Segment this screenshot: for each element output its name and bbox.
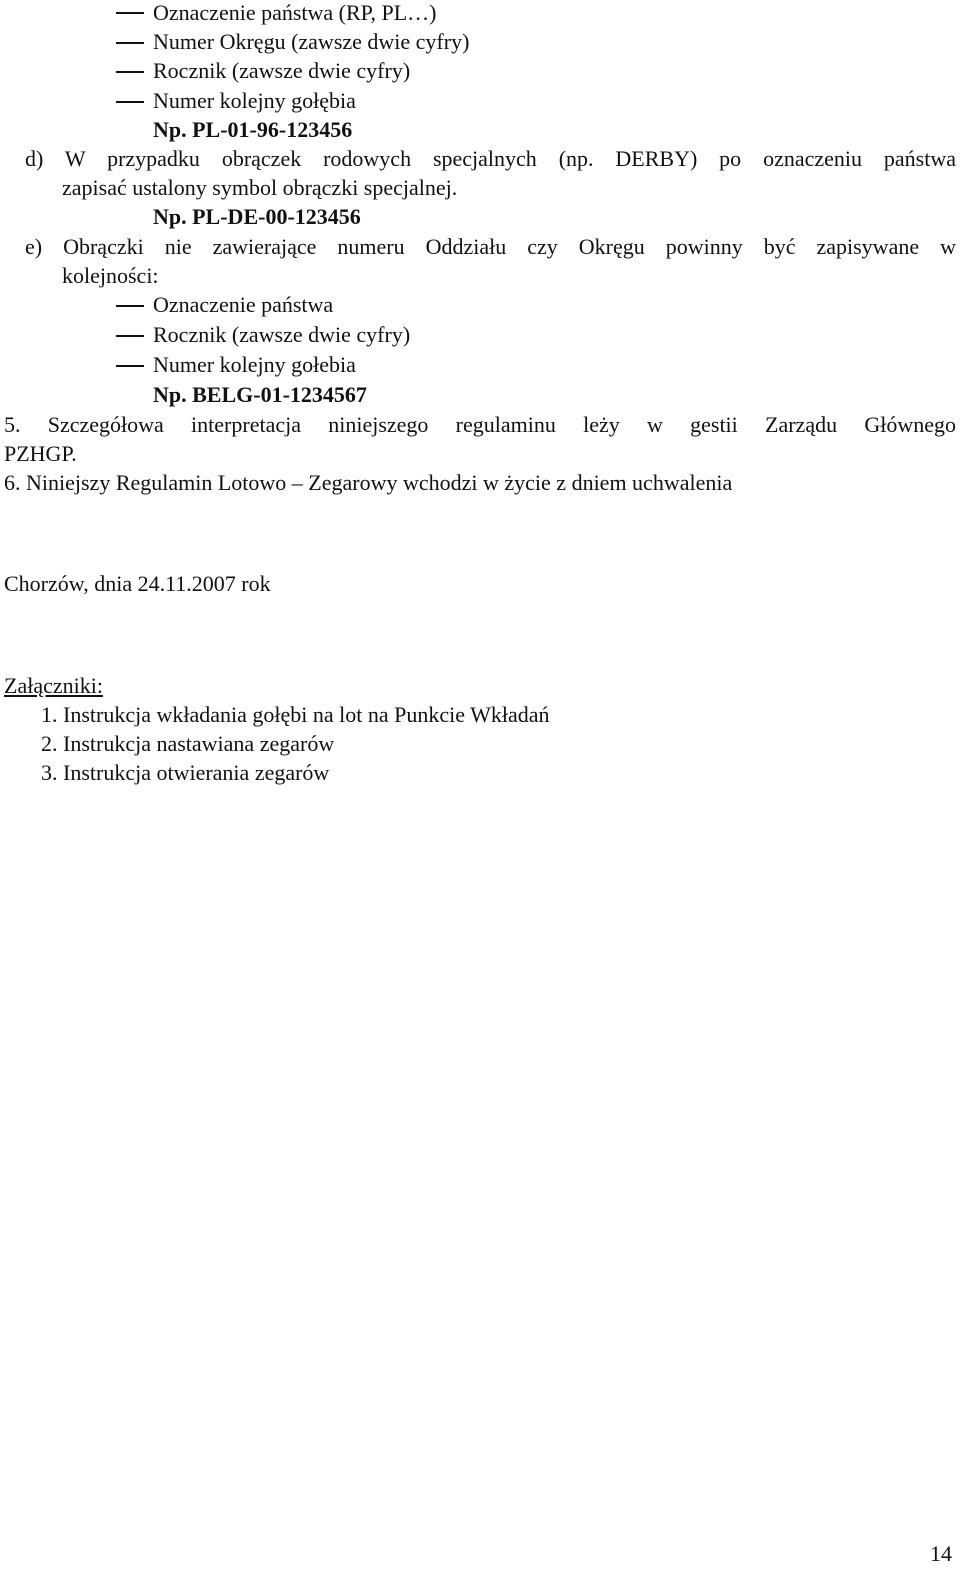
list-item: Rocznik (zawsze dwie cyfry) bbox=[153, 58, 411, 83]
paragraph-e-line2: kolejności: bbox=[62, 263, 159, 288]
dash-bullet bbox=[116, 335, 144, 337]
attachment-item: 3. Instrukcja otwierania zegarów bbox=[41, 760, 330, 785]
page-number: 14 bbox=[930, 1541, 952, 1566]
dash-bullet bbox=[116, 101, 144, 103]
dash-bullet bbox=[116, 365, 144, 367]
paragraph-d-line1: d) W przypadku obrączek rodowych specjalnych (np. DERBY) po oznaczeniu państwa bbox=[25, 146, 956, 171]
list-item: Numer Okręgu (zawsze dwie cyfry) bbox=[153, 29, 470, 54]
list-item: Numer kolejny gołębia bbox=[153, 88, 356, 113]
example-code: Np. PL-01-96-123456 bbox=[153, 117, 353, 142]
list-item: Numer kolejny gołebia bbox=[153, 352, 356, 377]
paragraph-6: 6. Niniejszy Regulamin Lotowo – Zegarowy wchodzi w życie z dniem uchwalenia bbox=[4, 470, 733, 495]
list-item: Rocznik (zawsze dwie cyfry) bbox=[153, 322, 411, 347]
paragraph-e-line1: e) Obrączki nie zawierające numeru Oddziału czy Okręgu powinny być zapisywane w bbox=[25, 234, 956, 259]
paragraph-d-line2: zapisać ustalony symbol obrączki specjalnej. bbox=[62, 175, 458, 200]
paragraph-5-line2: PZHGP. bbox=[4, 441, 77, 466]
list-item: Oznaczenie państwa bbox=[153, 292, 334, 317]
example-code: Np. BELG-01-1234567 bbox=[153, 382, 367, 407]
place-date: Chorzów, dnia 24.11.2007 rok bbox=[4, 571, 271, 596]
dash-bullet bbox=[116, 71, 144, 73]
attachments-heading: Załączniki: bbox=[4, 673, 103, 698]
dash-bullet bbox=[116, 305, 144, 307]
attachment-item: 2. Instrukcja nastawiana zegarów bbox=[41, 731, 335, 756]
attachment-item: 1. Instrukcja wkładania gołębi na lot na Punkcie Wkładań bbox=[41, 702, 550, 727]
list-item: Oznaczenie państwa (RP, PL…) bbox=[153, 0, 437, 25]
example-code: Np. PL-DE-00-123456 bbox=[153, 204, 361, 229]
dash-bullet bbox=[116, 42, 144, 44]
paragraph-5-line1: 5. Szczegółowa interpretacja niniejszego regulaminu leży w gestii Zarządu Głównego bbox=[4, 412, 956, 437]
dash-bullet bbox=[116, 12, 144, 14]
